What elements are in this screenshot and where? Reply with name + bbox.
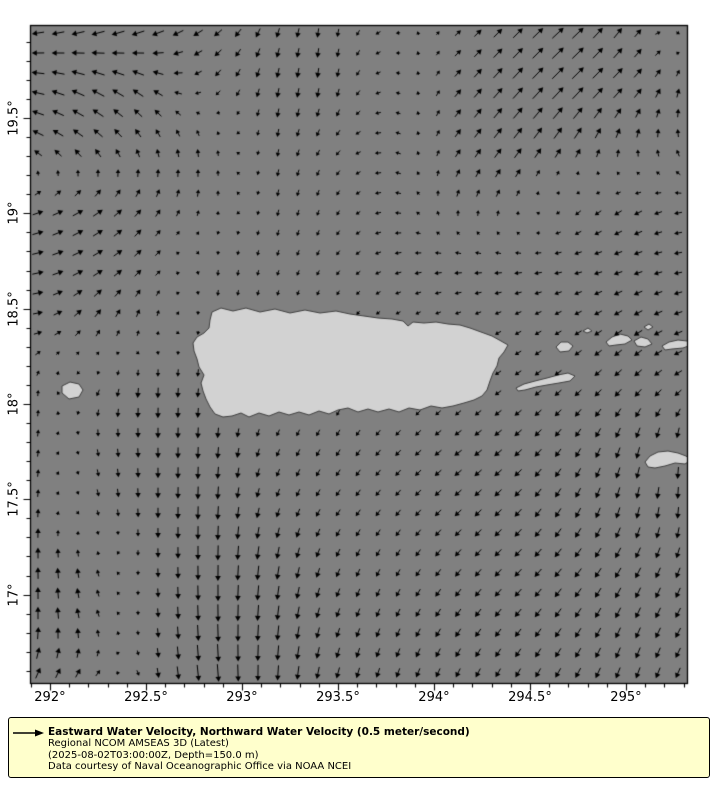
legend-time-depth-line: (2025-08-02T03:00:00Z, Depth=150.0 m) [48, 749, 259, 761]
y-tick-label: 19.5° [6, 100, 22, 136]
y-tick-label: 18° [6, 392, 22, 416]
y-tick-label: 18.5° [6, 290, 22, 327]
x-tick-label: 293.5° [316, 690, 360, 705]
legend-model-line: Regional NCOM AMSEAS 3D (Latest) [48, 738, 229, 749]
x-tick-label: 292° [34, 690, 66, 705]
y-tick-label: 19° [6, 201, 22, 225]
x-tick-label: 295° [610, 690, 642, 705]
y-tick-label: 17° [6, 583, 22, 607]
legend-source-line: Data courtesy of Naval Oceanographic Office via NOAA NCEI [48, 761, 352, 772]
x-tick-label: 292.5° [124, 690, 168, 705]
legend-text-block [48, 726, 470, 773]
x-tick-label: 293° [226, 690, 258, 705]
x-tick-label: 294° [418, 690, 450, 705]
legend-title: Eastward Water Velocity, Northward Water Velocity (0.5 meter/second) [48, 726, 470, 738]
y-tick-label: 17.5° [6, 481, 22, 518]
velocity-key-arrow-icon [12, 728, 46, 738]
x-tick-label: 294.5° [508, 690, 552, 705]
